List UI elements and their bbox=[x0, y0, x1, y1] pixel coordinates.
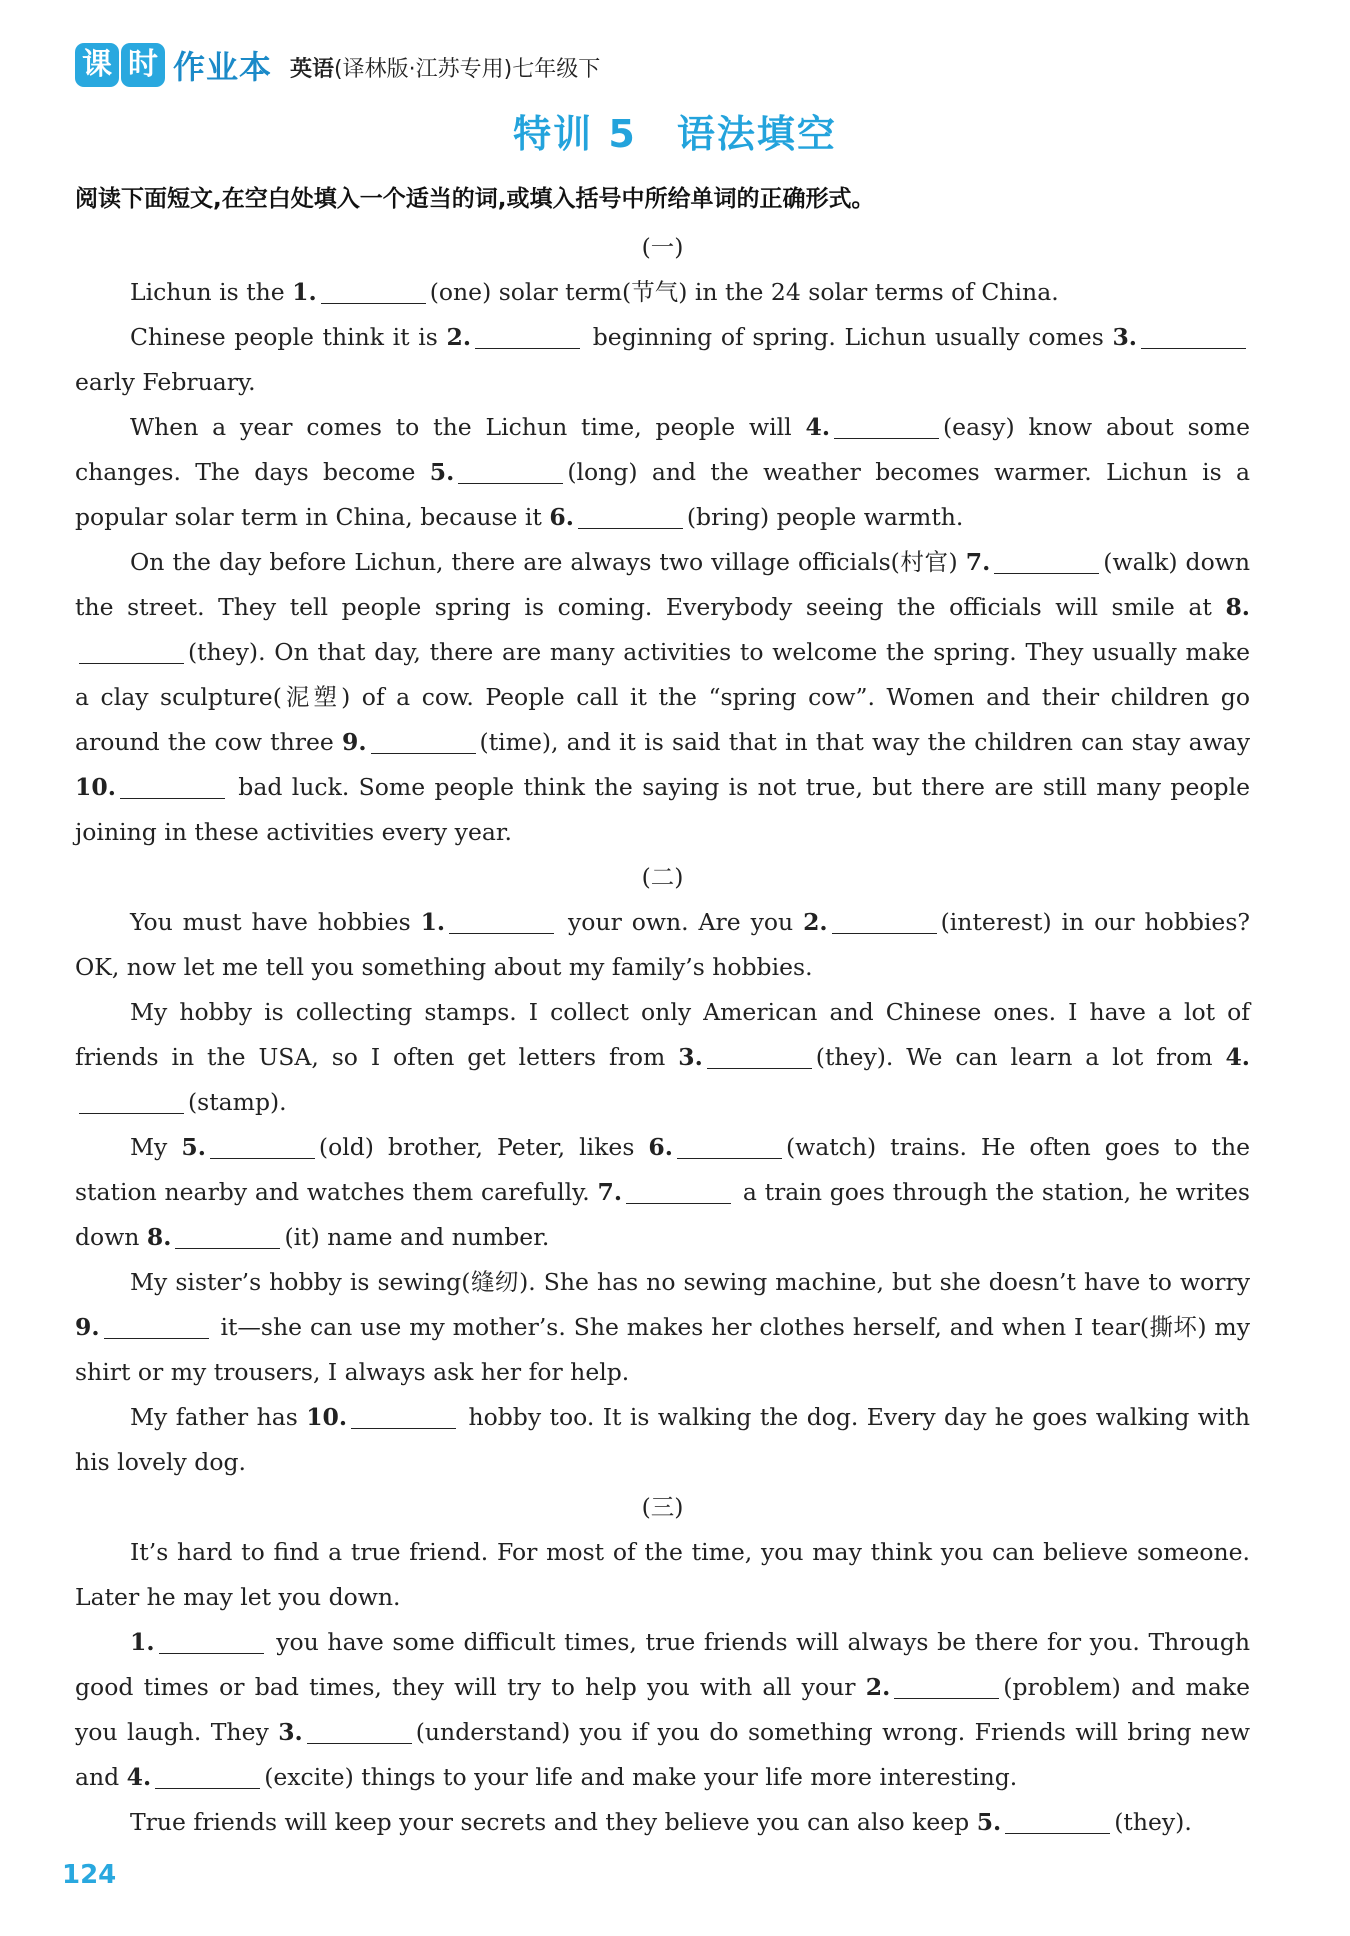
passage-text: (bring) people warmth. bbox=[686, 503, 964, 531]
passage-paragraph bbox=[75, 1800, 1250, 1845]
page-title: 特训 5 语法填空 bbox=[513, 112, 837, 156]
answer-blank[interactable] bbox=[371, 729, 476, 754]
answer-blank[interactable] bbox=[449, 909, 554, 934]
question-number: 4. bbox=[1225, 1043, 1250, 1071]
passage-text: True friends will keep your secrets and they believe you can also keep bbox=[130, 1808, 977, 1836]
passage-paragraph bbox=[75, 315, 1250, 405]
passage-paragraph bbox=[75, 1620, 1250, 1800]
answer-blank[interactable] bbox=[210, 1134, 315, 1159]
exercise-content bbox=[75, 225, 1250, 1845]
question-number: 7. bbox=[597, 1178, 623, 1206]
question-number: 10. bbox=[75, 773, 116, 801]
answer-blank[interactable] bbox=[458, 459, 563, 484]
question-number: 1. bbox=[130, 1628, 155, 1656]
passage-text: My hobby is collecting stamps. I collect only American and Chinese ones. I have a lot of friends in the USA, so I often get letters from bbox=[75, 998, 1250, 1071]
passage-text: Lichun is the bbox=[130, 278, 293, 306]
question-number: 2. bbox=[865, 1673, 891, 1701]
passage-paragraph bbox=[75, 540, 1250, 855]
logo-char: 课 bbox=[75, 43, 119, 87]
page-number: 124 bbox=[62, 1860, 117, 1890]
answer-blank[interactable] bbox=[834, 414, 939, 439]
logo-text: 作业本 bbox=[173, 48, 273, 86]
answer-blank[interactable] bbox=[321, 279, 426, 304]
passage-text: a train goes through the station, he writes down bbox=[75, 1178, 1250, 1251]
passage-text: My father has bbox=[130, 1403, 307, 1431]
question-number: 2. bbox=[446, 323, 472, 351]
passage-paragraph bbox=[75, 270, 1250, 315]
brand-logo bbox=[75, 43, 272, 87]
passage-text: you have some difficult times, true friends will always be there for you. Through good times or bad times, they will try to help you with all your bbox=[75, 1628, 1250, 1701]
question-number: 8. bbox=[146, 1223, 172, 1251]
answer-blank[interactable] bbox=[175, 1224, 280, 1249]
passage-text: (one) solar term(节气) in the 24 solar terms of China. bbox=[429, 278, 1059, 306]
answer-blank[interactable] bbox=[159, 1629, 264, 1654]
subject-label bbox=[290, 52, 600, 83]
question-number: 9. bbox=[75, 1313, 100, 1341]
passage-text: You must have hobbies bbox=[130, 908, 421, 936]
passage-text: (it) name and number. bbox=[284, 1223, 550, 1251]
passage-text: your own. Are you bbox=[558, 908, 804, 936]
passage-text: (long) and the weather becomes warmer. Lichun is a popular solar term in China, because it bbox=[75, 458, 1250, 531]
answer-blank[interactable] bbox=[475, 324, 580, 349]
section-heading: (一) bbox=[641, 233, 684, 261]
question-number: 4. bbox=[805, 413, 831, 441]
passage-text: (problem) and make you laugh. They bbox=[75, 1673, 1250, 1746]
passage-text: (stamp). bbox=[188, 1088, 287, 1116]
passage-text: (understand) you if you do something wrong. Friends will bring new and bbox=[75, 1718, 1250, 1791]
passage-text: When a year comes to the Lichun time, people will bbox=[130, 413, 806, 441]
answer-blank[interactable] bbox=[307, 1719, 412, 1744]
answer-blank[interactable] bbox=[894, 1674, 999, 1699]
instruction-text: 阅读下面短文,在空白处填入一个适当的词,或填入括号中所给单词的正确形式。 bbox=[75, 186, 875, 212]
question-number: 1. bbox=[292, 278, 317, 306]
answer-blank[interactable] bbox=[994, 549, 1099, 574]
passage-paragraph bbox=[75, 990, 1250, 1125]
question-number: 5. bbox=[976, 1808, 1002, 1836]
answer-blank[interactable] bbox=[707, 1044, 812, 1069]
logo-char: 时 bbox=[121, 43, 165, 87]
answer-blank[interactable] bbox=[120, 774, 225, 799]
passage-text: (they). On that day, there are many activities to welcome the spring. They usually make a clay sculpture(泥塑) of a cow. People call it the “spring cow”. Women and their children go around the cow three bbox=[75, 638, 1250, 756]
passage-text: (time), and it is said that in that way the children can stay away bbox=[479, 728, 1250, 756]
passage-text: (watch) trains. He often goes to the station nearby and watches them carefully. bbox=[75, 1133, 1251, 1206]
question-number: 4. bbox=[126, 1763, 152, 1791]
question-number: 3. bbox=[1112, 323, 1137, 351]
answer-blank[interactable] bbox=[1141, 324, 1246, 349]
passage-paragraph bbox=[75, 1125, 1250, 1260]
passage-paragraph bbox=[75, 1260, 1250, 1395]
question-number: 7. bbox=[965, 548, 991, 576]
passage-text: My bbox=[130, 1133, 182, 1161]
question-number: 8. bbox=[1225, 593, 1250, 621]
passage-paragraph bbox=[75, 405, 1250, 540]
passage-text: hobby too. It is walking the dog. Every day he goes walking with his lovely dog. bbox=[75, 1403, 1250, 1476]
question-number: 9. bbox=[341, 728, 367, 756]
section-heading: (三) bbox=[641, 1493, 684, 1521]
answer-blank[interactable] bbox=[79, 639, 184, 664]
passage-text: (they). We can learn a lot from bbox=[815, 1043, 1226, 1071]
question-number: 5. bbox=[429, 458, 455, 486]
question-number: 6. bbox=[549, 503, 574, 531]
question-number: 3. bbox=[278, 1718, 303, 1746]
question-number: 5. bbox=[181, 1133, 206, 1161]
passage-text: early February. bbox=[75, 368, 256, 396]
passage-text: Chinese people think it is bbox=[130, 323, 447, 351]
question-number: 3. bbox=[678, 1043, 703, 1071]
passage-text: (interest) in our hobbies? OK, now let me tell you something about my family’s hobbies. bbox=[75, 908, 1251, 981]
passage-text: (walk) down the street. They tell people spring is coming. Everybody seeing the officials will smile at bbox=[75, 548, 1250, 621]
answer-blank[interactable] bbox=[578, 504, 683, 529]
answer-blank[interactable] bbox=[677, 1134, 782, 1159]
passage-text: bad luck. Some people think the saying is not true, but there are still many people joining in these activities every year. bbox=[75, 773, 1250, 846]
passage-text: On the day before Lichun, there are always two village officials(村官) bbox=[130, 548, 966, 576]
passage-paragraph bbox=[75, 1530, 1250, 1620]
answer-blank[interactable] bbox=[626, 1179, 731, 1204]
passage-text: My sister’s hobby is sewing(缝纫). She has no sewing machine, but she doesn’t have to worry bbox=[130, 1268, 1250, 1296]
page-header bbox=[75, 40, 600, 90]
answer-blank[interactable] bbox=[155, 1764, 260, 1789]
passage-text: It’s hard to find a true friend. For most of the time, you may think you can believe someone. Later he may let you down. bbox=[75, 1538, 1250, 1611]
answer-blank[interactable] bbox=[832, 909, 937, 934]
question-number: 6. bbox=[648, 1133, 673, 1161]
passage-text: (easy) know about some changes. The days become bbox=[75, 413, 1250, 486]
passage-text: beginning of spring. Lichun usually comes bbox=[584, 323, 1113, 351]
passage-text: (old) brother, Peter, likes bbox=[318, 1133, 649, 1161]
answer-blank[interactable] bbox=[104, 1314, 209, 1339]
question-number: 2. bbox=[803, 908, 828, 936]
passage-text: it—she can use my mother’s. She makes her clothes herself, and when I tear(撕坏) my shirt or my trousers, I always ask her for help. bbox=[75, 1313, 1250, 1386]
question-number: 1. bbox=[420, 908, 446, 936]
answer-blank[interactable] bbox=[1005, 1809, 1110, 1834]
subject-edition: (译林版·江苏专用)七年级下 bbox=[334, 56, 601, 82]
subject-name: 英语 bbox=[290, 56, 335, 82]
passage-paragraph bbox=[75, 900, 1250, 990]
passage-text: (excite) things to your life and make your life more interesting. bbox=[264, 1763, 1018, 1791]
answer-blank[interactable] bbox=[351, 1404, 456, 1429]
question-number: 10. bbox=[306, 1403, 348, 1431]
answer-blank[interactable] bbox=[79, 1089, 184, 1114]
passage-text: (they). bbox=[1114, 1808, 1192, 1836]
passage-paragraph bbox=[75, 1395, 1250, 1485]
section-heading: (二) bbox=[641, 863, 684, 891]
